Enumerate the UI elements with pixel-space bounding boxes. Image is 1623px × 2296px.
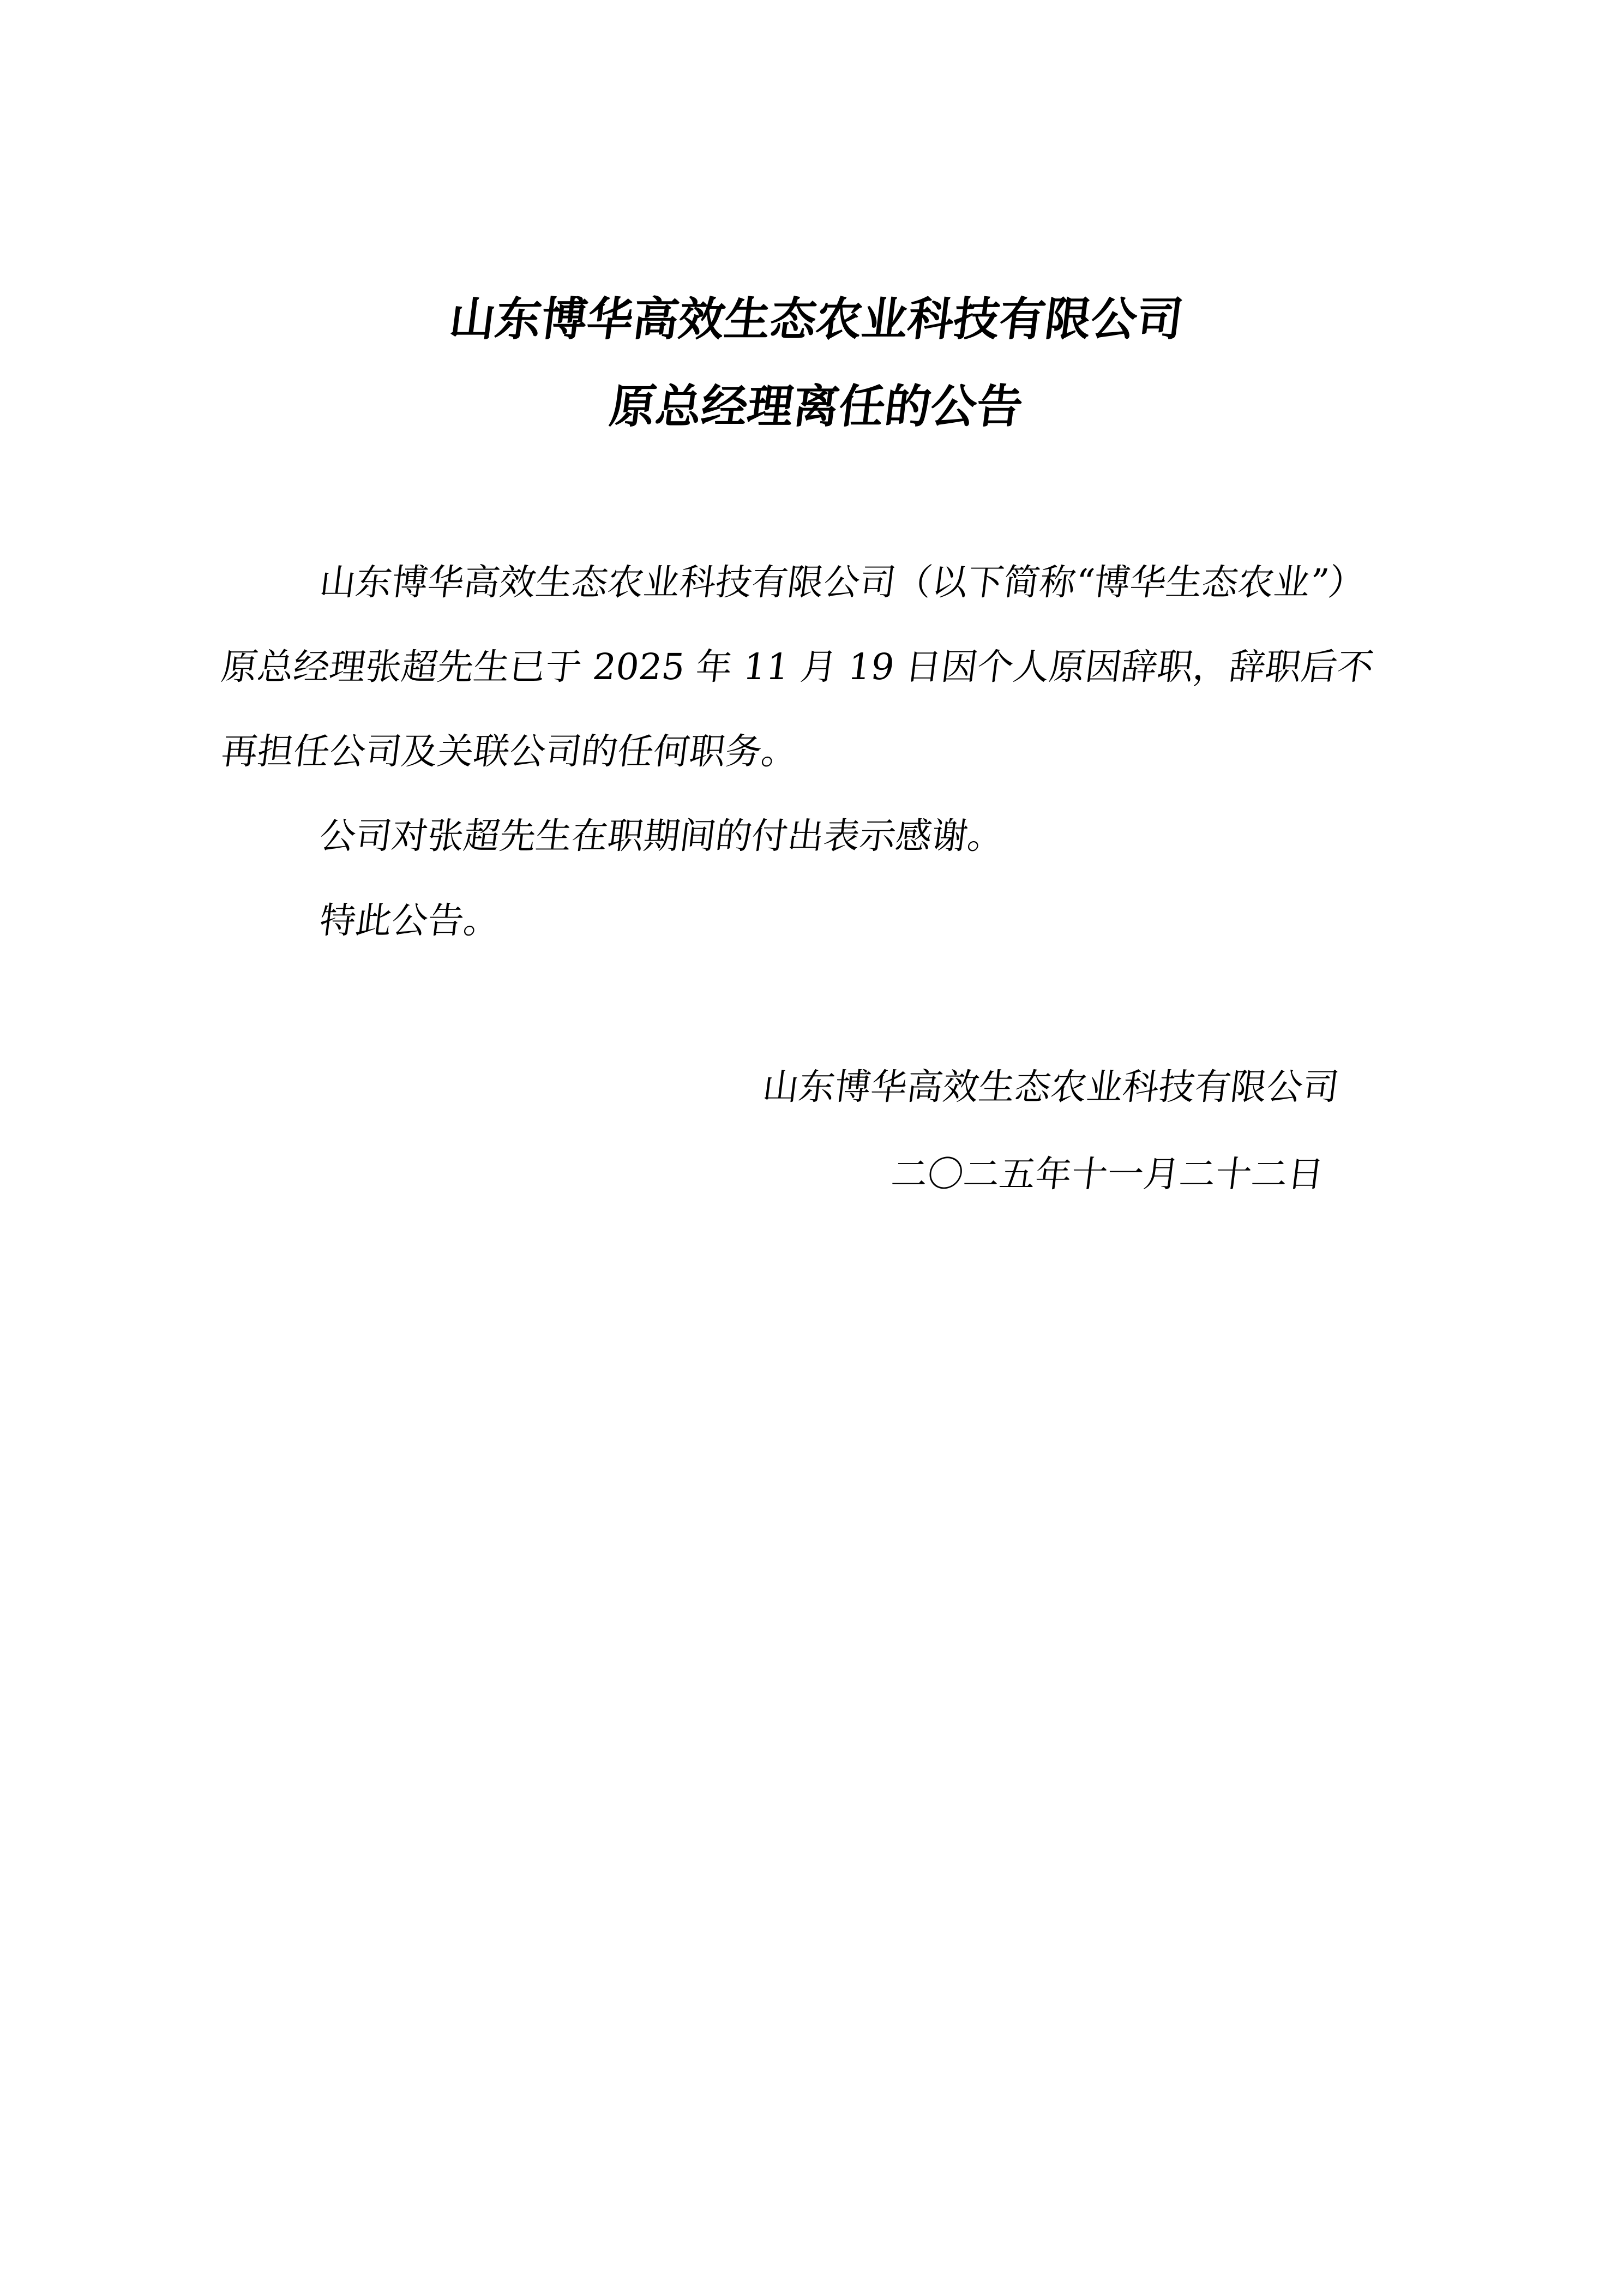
- paragraph1-line1: 山东博华高效生态农业科技有限公司（以下简称“博华生态农业”）: [317, 561, 1367, 603]
- signature-date: 二〇二五年十一月二十二日: [889, 1153, 1326, 1195]
- body-paragraphs: [217, 540, 1405, 963]
- paragraph1-line2: 原总经理张超先生已于 2025 年 11 月 19 日因个人原因辞职，辞职后不: [219, 646, 1376, 688]
- document-title-line1: 山东博华高效生态农业科技有限公司: [446, 292, 1186, 346]
- document-title-line2: 原总经理离任的公告: [606, 380, 1026, 433]
- signature-company-name: 山东博华高效生态农业科技有限公司: [760, 1066, 1342, 1108]
- document-content: [217, 0, 1405, 1218]
- paragraph3: 特此公告。: [317, 900, 503, 942]
- paragraph1-line3: 再担任公司及关联公司的任何职务。: [219, 730, 801, 772]
- paragraph2: 公司对张超先生在职期间的付出表示感谢。: [317, 815, 1007, 857]
- signature-block: [217, 1044, 1405, 1218]
